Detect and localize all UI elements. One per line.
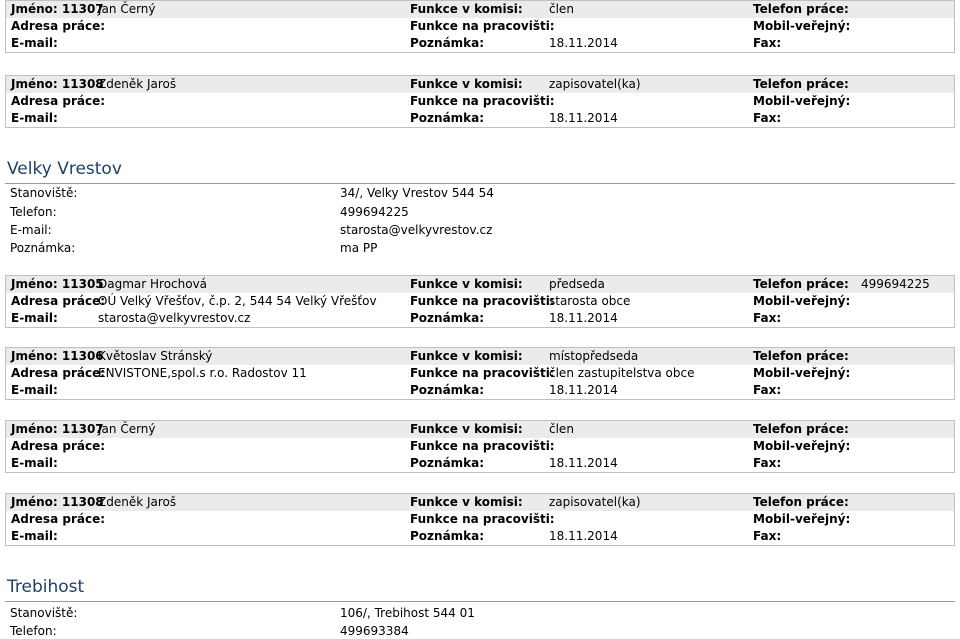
address-label: Adresa práce: — [11, 366, 106, 380]
phone-label: Telefon práce: — [753, 277, 849, 291]
info-value: starosta@velkyvrestov.cz — [340, 223, 493, 237]
role-label: Funkce v komisi: — [410, 422, 523, 436]
member-address-row — [6, 511, 954, 528]
phone-label: Telefon práce: — [753, 77, 849, 91]
info-value: 106/, Trebihost 544 01 — [340, 606, 475, 620]
work-role-label: Funkce na pracovišti: — [410, 439, 555, 453]
member-email-row — [6, 35, 954, 52]
role-value: zapisovatel(ka) — [549, 495, 641, 509]
email-label: E-mail: — [11, 529, 58, 543]
member-email-row — [6, 310, 954, 327]
note-label: Poznámka: — [410, 456, 485, 470]
address-label: Adresa práce: — [11, 439, 106, 453]
role-value: člen — [549, 422, 574, 436]
role-label: Funkce v komisi: — [410, 77, 523, 91]
address-value: OÚ Velký Vřešťov, č.p. 2, 544 54 Velký Vřešťov — [98, 294, 377, 308]
info-value: 499693384 — [340, 624, 409, 638]
member-name: Dagmar Hrochová — [98, 277, 208, 291]
note-value: 18.11.2014 — [549, 111, 618, 125]
member-block — [5, 347, 955, 400]
email-label: E-mail: — [11, 111, 58, 125]
info-label: Stanoviště: — [10, 606, 78, 620]
info-label: E-mail: — [10, 223, 52, 237]
member-block — [5, 420, 955, 473]
phone-label: Telefon práce: — [753, 422, 849, 436]
info-row — [10, 185, 610, 201]
address-label: Adresa práce: — [11, 512, 106, 526]
member-email-row — [6, 528, 954, 545]
member-address-row — [6, 93, 954, 110]
email-label: E-mail: — [11, 456, 58, 470]
info-label: Poznámka: — [10, 241, 76, 255]
member-email-row — [6, 382, 954, 399]
phone-label: Telefon práce: — [753, 495, 849, 509]
member-id-label: Jméno: 11308 — [11, 77, 104, 91]
member-header-row — [6, 76, 954, 93]
member-block — [5, 275, 955, 328]
member-id-label: Jméno: 11307 — [11, 2, 104, 16]
role-value: zapisovatel(ka) — [549, 77, 641, 91]
role-label: Funkce v komisi: — [410, 349, 523, 363]
fax-label: Fax: — [753, 111, 782, 125]
mobile-label: Mobil-veřejný: — [753, 439, 851, 453]
email-label: E-mail: — [11, 383, 58, 397]
info-label: Stanoviště: — [10, 186, 78, 200]
member-block — [5, 493, 955, 546]
fax-label: Fax: — [753, 36, 782, 50]
member-address-row — [6, 365, 954, 382]
info-label: Telefon: — [10, 205, 57, 219]
member-id-label: Jméno: 11305 — [11, 277, 104, 291]
member-header-row — [6, 421, 954, 438]
address-label: Adresa práce: — [11, 94, 106, 108]
note-value: 18.11.2014 — [549, 383, 618, 397]
member-email-row — [6, 455, 954, 472]
member-address-row — [6, 18, 954, 35]
email-value: starosta@velkyvrestov.cz — [98, 311, 251, 325]
phone-label: Telefon práce: — [753, 2, 849, 16]
member-name: Zdeněk Jaroš — [98, 495, 177, 509]
work-role-label: Funkce na pracovišti: — [410, 19, 555, 33]
note-value: 18.11.2014 — [549, 456, 618, 470]
address-label: Adresa práce: — [11, 19, 106, 33]
member-address-row — [6, 293, 954, 310]
member-id-label: Jméno: 11307 — [11, 422, 104, 436]
role-label: Funkce v komisi: — [410, 277, 523, 291]
role-value: místopředseda — [549, 349, 639, 363]
work-role-label: Funkce na pracovišti: — [410, 512, 555, 526]
info-value: 34/, Velky Vrestov 544 54 — [340, 186, 494, 200]
fax-label: Fax: — [753, 311, 782, 325]
member-name: Jan Černý — [98, 2, 156, 16]
member-header-row — [6, 348, 954, 365]
role-value: předseda — [549, 277, 605, 291]
member-header-row — [6, 1, 954, 18]
member-id-label: Jméno: 11308 — [11, 495, 104, 509]
info-row — [10, 204, 610, 220]
role-value: člen — [549, 2, 574, 16]
role-label: Funkce v komisi: — [410, 2, 523, 16]
note-value: 18.11.2014 — [549, 36, 618, 50]
member-header-row — [6, 276, 954, 293]
mobile-label: Mobil-veřejný: — [753, 94, 851, 108]
phone-value: 499694225 — [861, 277, 930, 291]
info-row — [10, 222, 610, 238]
info-value: ma PP — [340, 241, 378, 255]
role-label: Funkce v komisi: — [410, 495, 523, 509]
member-name: Zdeněk Jaroš — [98, 77, 177, 91]
member-email-row — [6, 110, 954, 127]
member-header-row — [6, 494, 954, 511]
address-value: ENVISTONE,spol.s r.o. Radostov 11 — [98, 366, 307, 380]
note-label: Poznámka: — [410, 383, 485, 397]
note-value: 18.11.2014 — [549, 311, 618, 325]
member-block — [5, 75, 955, 128]
info-row — [10, 605, 610, 621]
info-row — [10, 240, 610, 256]
address-label: Adresa práce: — [11, 294, 106, 308]
section-title: Trebihost — [5, 575, 955, 602]
note-value: 18.11.2014 — [549, 529, 618, 543]
fax-label: Fax: — [753, 456, 782, 470]
member-id-label: Jméno: 11306 — [11, 349, 104, 363]
work-role-value: člen zastupitelstva obce — [549, 366, 695, 380]
email-label: E-mail: — [11, 36, 58, 50]
work-role-label: Funkce na pracovišti: — [410, 94, 555, 108]
note-label: Poznámka: — [410, 111, 485, 125]
note-label: Poznámka: — [410, 529, 485, 543]
section-title: Velky Vrestov — [5, 157, 955, 184]
member-block — [5, 0, 955, 53]
info-value: 499694225 — [340, 205, 409, 219]
mobile-label: Mobil-veřejný: — [753, 19, 851, 33]
fax-label: Fax: — [753, 529, 782, 543]
phone-label: Telefon práce: — [753, 349, 849, 363]
mobile-label: Mobil-veřejný: — [753, 512, 851, 526]
work-role-label: Funkce na pracovišti: — [410, 366, 555, 380]
note-label: Poznámka: — [410, 36, 485, 50]
mobile-label: Mobil-veřejný: — [753, 294, 851, 308]
member-name: Květoslav Stránský — [98, 349, 213, 363]
member-name: Jan Černý — [98, 422, 156, 436]
work-role-label: Funkce na pracovišti: — [410, 294, 555, 308]
info-row — [10, 623, 610, 639]
member-address-row — [6, 438, 954, 455]
info-label: Telefon: — [10, 624, 57, 638]
note-label: Poznámka: — [410, 311, 485, 325]
mobile-label: Mobil-veřejný: — [753, 366, 851, 380]
work-role-value: starosta obce — [549, 294, 631, 308]
email-label: E-mail: — [11, 311, 58, 325]
fax-label: Fax: — [753, 383, 782, 397]
